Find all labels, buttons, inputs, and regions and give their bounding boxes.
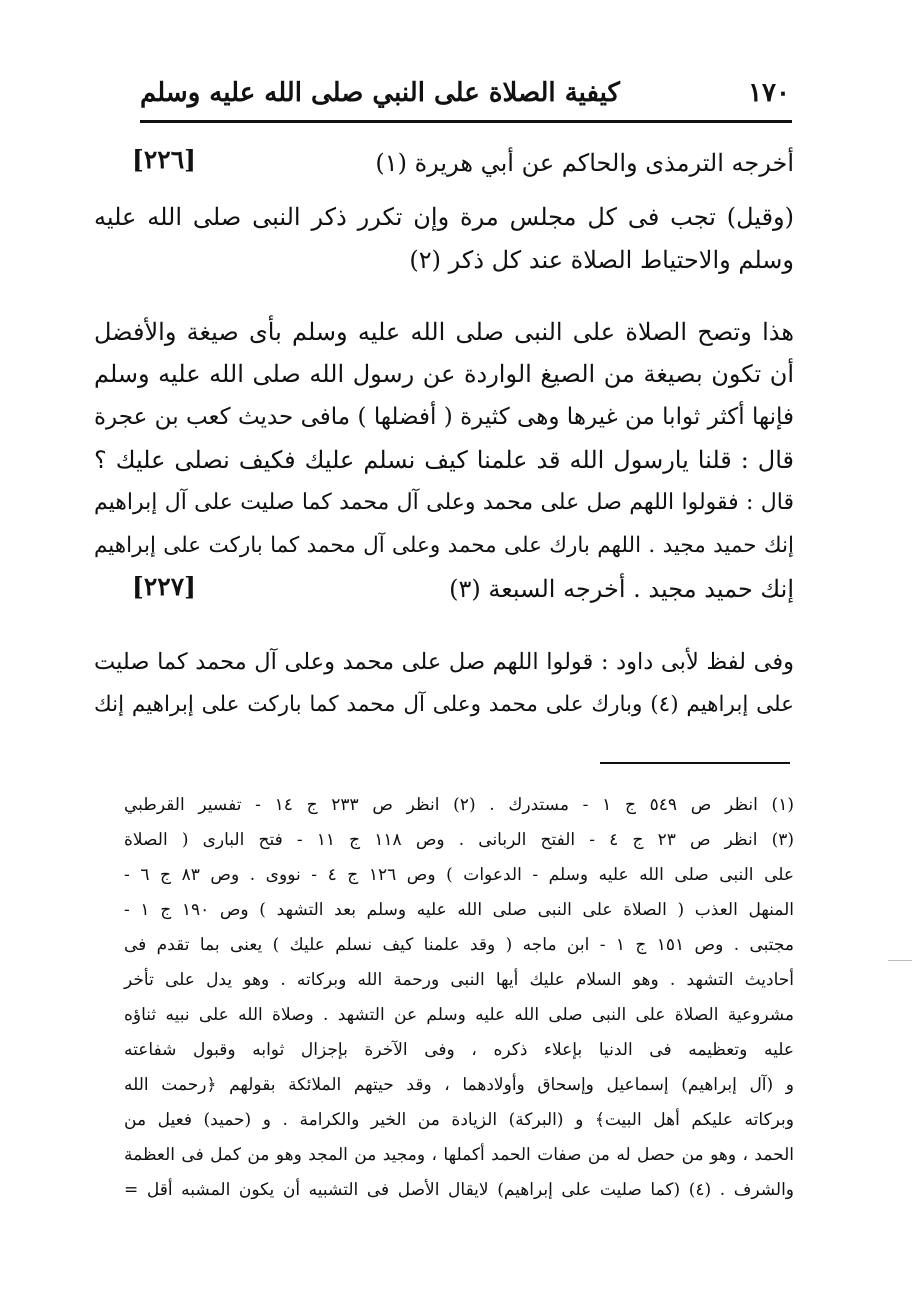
footnote-rule xyxy=(600,762,790,764)
footnote-line: على النبى صلى الله عليه وسلم - الدعوات ) وص ١٢٦ ج ٤ - نووى . وص ٨٣ ج ٦ - xyxy=(124,865,795,885)
text-line: أن تكون بصيغة من الصيغ الواردة عن رسول الله صلى الله عليه وسلم xyxy=(94,360,794,388)
reference-number: [٢٢٧] xyxy=(132,572,196,601)
footnote-line: الحمد ، وهو من حصل له من صفات الحمد أكملها ، ومجيد من المجد وهو من كمل فى العظمة xyxy=(124,1145,794,1165)
text-line: وسلم والاحتياط الصلاة عند كل ذكر (٢) xyxy=(409,246,794,274)
header-rule xyxy=(140,120,792,123)
text-line: قال : قلنا يارسول الله قد علمنا كيف نسلم عليك فكيف نصلى عليك ؟ xyxy=(94,446,794,474)
text-line: على إبراهيم (٤) وبارك على محمد وعلى آل محمد كما باركت على إبراهيم إنك xyxy=(94,692,794,717)
text-line: أخرجه الترمذى والحاكم عن أبي هريرة (١) xyxy=(375,149,794,177)
footnote-line: (٣) انظر ص ٢٣ ج ٤ - الفتح الربانى . وص ١١٨ ج ١١ - فتح البارى ( الصلاة xyxy=(124,830,794,850)
footnote-line: وبركاته عليكم أهل البيت﴾ و (البركة) الزيادة من الخير والكرامة . و (حميد) فعيل من xyxy=(124,1110,794,1130)
footnote-line: و (آل إبراهيم) إسماعيل وإسحاق وأولادهما ، وقد حيتهم الملائكة بقولهم ﴿رحمت الله xyxy=(124,1075,794,1095)
text-line: قال : فقولوا اللهم صل على محمد وعلى آل محمد كما صليت على آل إبراهيم xyxy=(94,490,794,515)
text-line: إنك حميد مجيد . اللهم بارك على محمد وعلى آل محمد كما باركت على إبراهيم xyxy=(94,533,794,558)
text-line: فإنها أكثر ثوابا من غيرها وهى كثيرة ( أفضلها ) مافى حديث كعب بن عجرة xyxy=(94,404,794,430)
scan-margin-mark xyxy=(888,960,912,961)
text-line: هذا وتصح الصلاة على النبى صلى الله عليه وسلم بأى صيغة والأفضل xyxy=(94,318,795,346)
text-line: إنك حميد مجيد . أخرجه السبعة (٣) xyxy=(449,575,794,603)
footnote-line: مشروعية الصلاة على النبى صلى الله عليه وسلم عن التشهد . وصلاة الله على نبيه ثناؤه xyxy=(124,1005,794,1025)
text-line: (وقيل) تجب فى كل مجلس مرة وإن تكرر ذكر النبى صلى الله عليه xyxy=(94,203,794,231)
page-header xyxy=(140,70,790,116)
text-line: وفى لفظ لأبى داود : قولوا اللهم صل على محمد وعلى آل محمد كما صليت xyxy=(94,649,794,675)
footnote-line: والشرف . (٤) (كما صليت على إبراهيم) لايقال الأصل فى التشبيه أن يكون المشبه أقل = xyxy=(124,1180,795,1200)
page-number: ١٧٠ xyxy=(748,78,790,108)
footnote-line: مجتبى . وص ١٥١ ج ١ - ابن ماجه ( وقد علمنا كيف نسلم عليك ) يعنى بما تقدم فى xyxy=(124,935,794,955)
reference-number: [٢٢٦] xyxy=(132,145,196,174)
footnote-line: أحاديث التشهد . وهو السلام عليك أيها النبى ورحمة الله وبركاته . وهو يدل على تأخر xyxy=(124,970,794,990)
footnote-line: المنهل العذب ( الصلاة على النبى صلى الله عليه وسلم بعد التشهد ) وص ١٩٠ ج ١ - xyxy=(124,900,795,920)
running-title: كيفية الصلاة على النبي صلى الله عليه وسلم xyxy=(140,78,620,108)
footnote-line: (١) انظر ص ٥٤٩ ج ١ - مستدرك . (٢) انظر ص ٢٣٣ ج ١٤ - تفسير القرطبي xyxy=(124,795,794,815)
footnote-line: عليه وتعظيمه فى الدنيا بإعلاء ذكره ، وفى الآخرة بإجزال ثوابه وقبول شفاعته xyxy=(124,1040,794,1060)
